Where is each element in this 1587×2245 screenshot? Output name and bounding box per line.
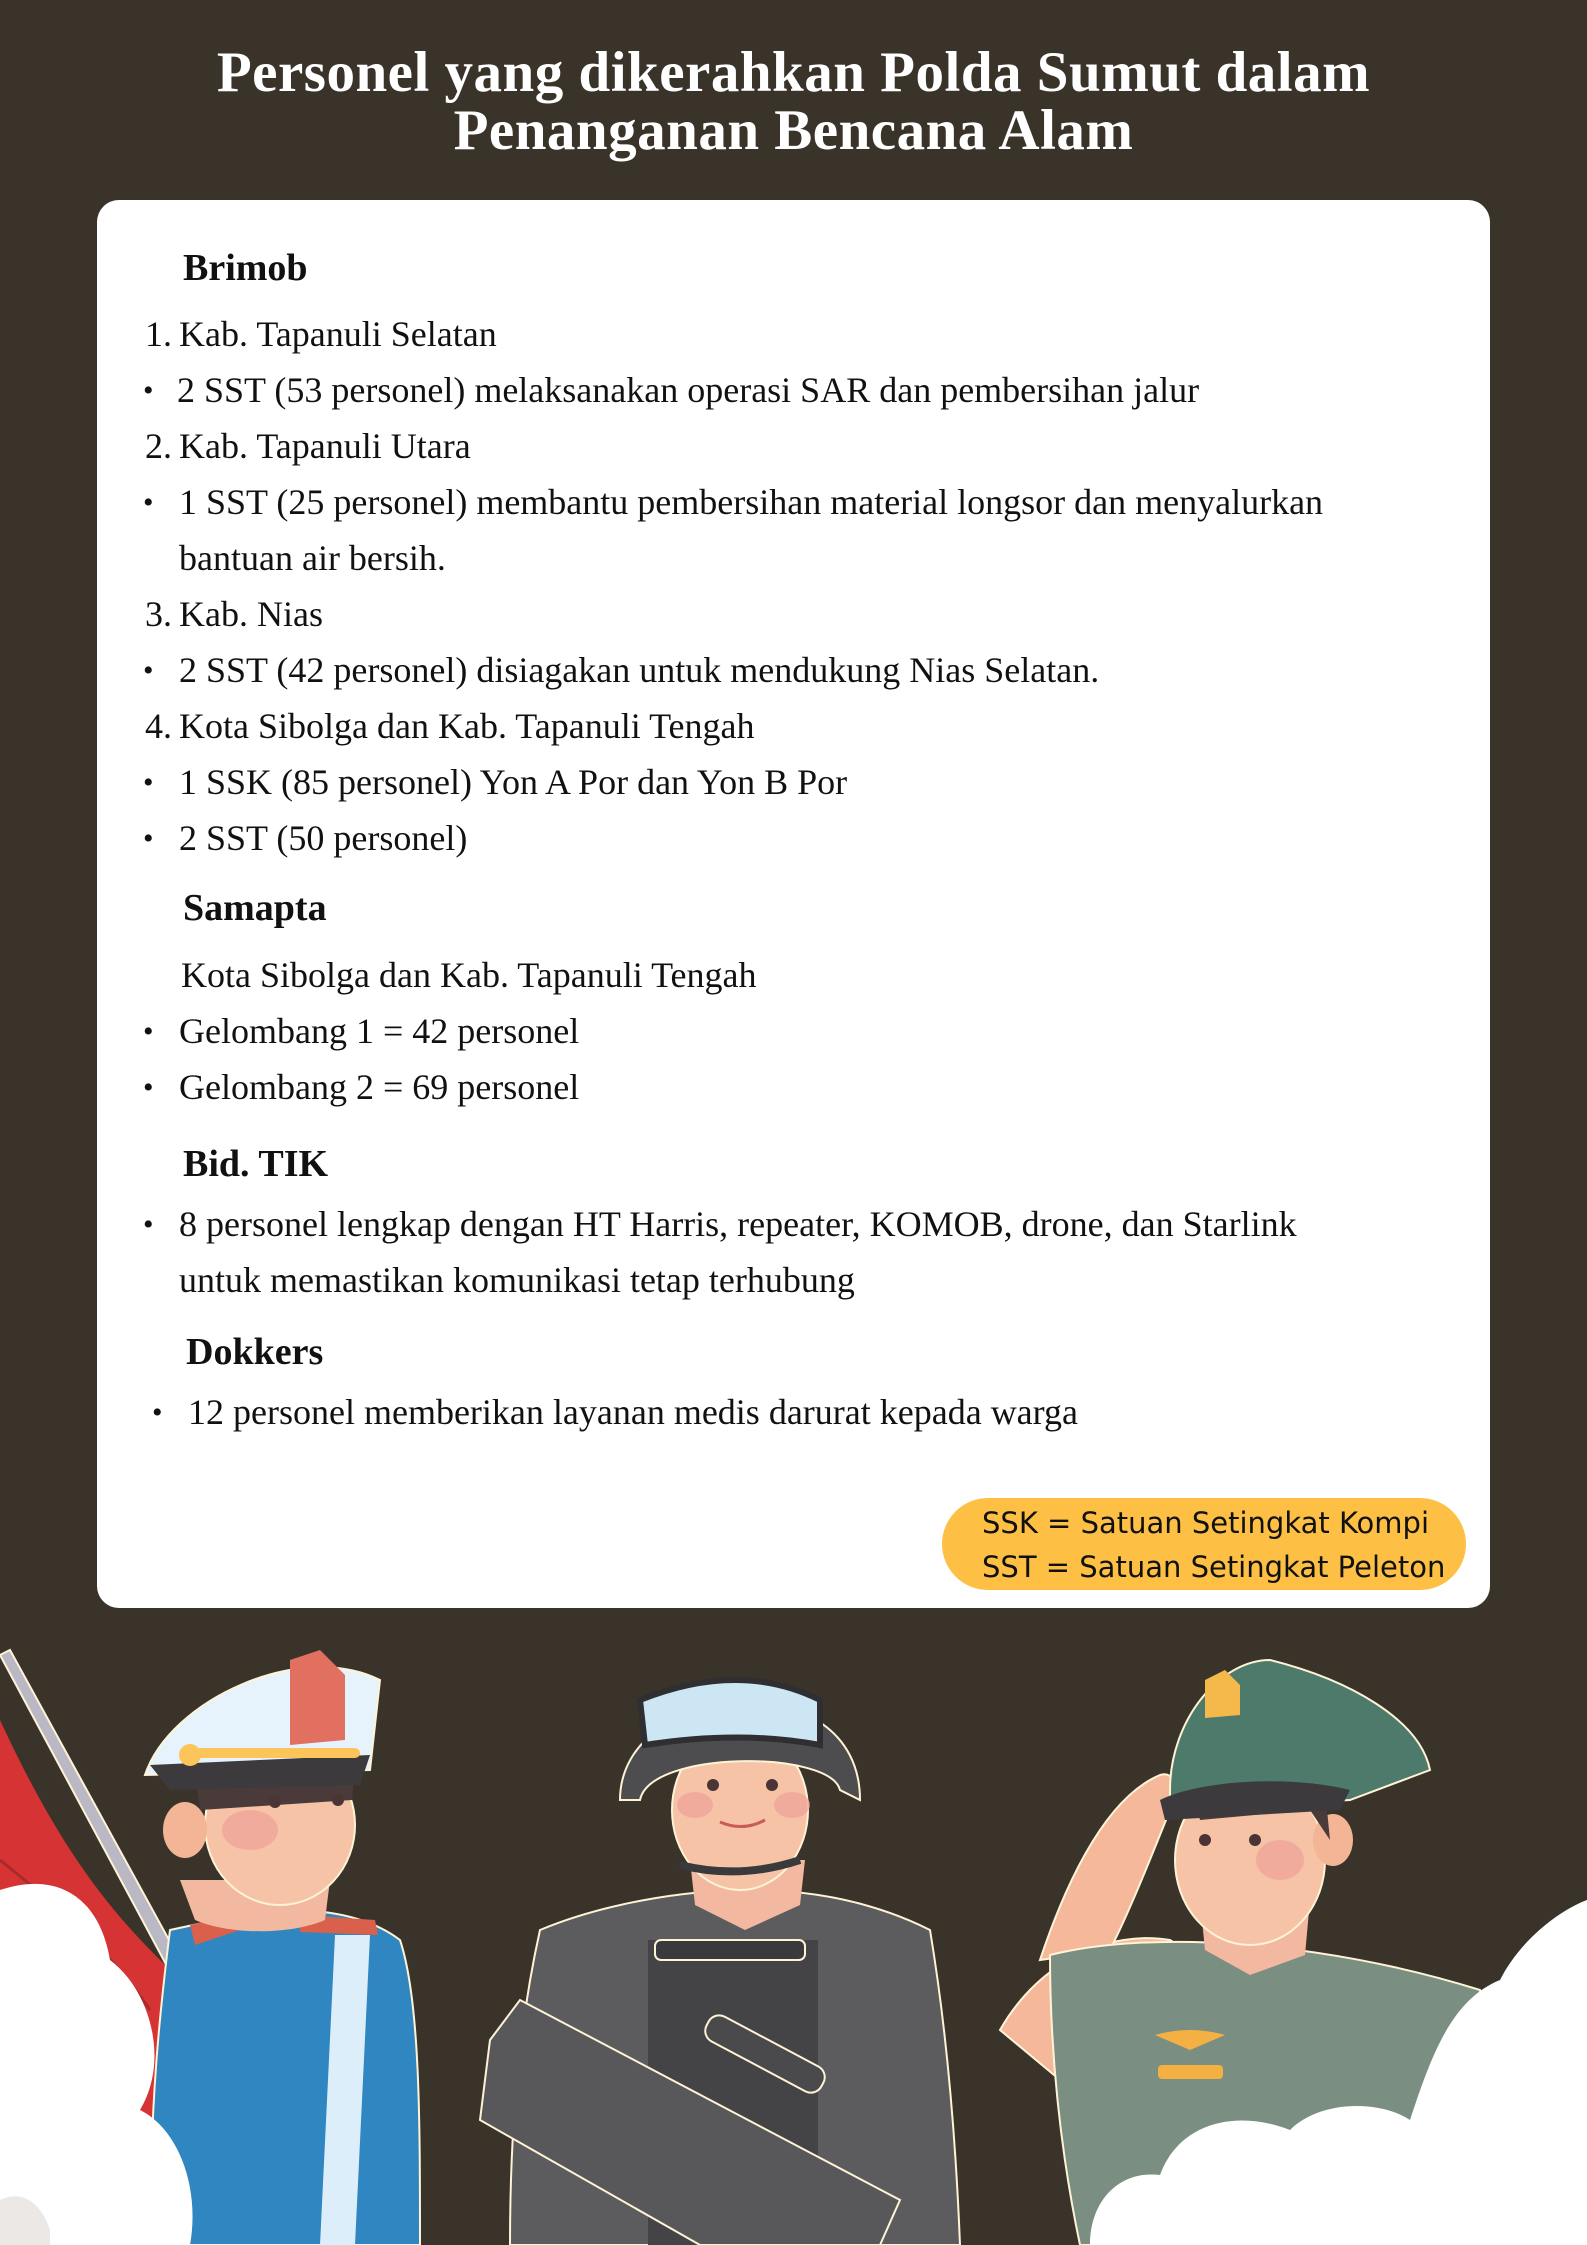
list-item: [145, 705, 755, 747]
list-item: 1 SST (25 personel) membantu pembersihan material longsor dan menyalurkan: [179, 482, 1324, 522]
bullet-icon: •: [143, 1208, 154, 1241]
officers-illustration: [0, 1620, 1587, 2245]
bullet-icon: •: [143, 1071, 154, 1104]
section-heading-tik: Bid. TIK: [183, 1143, 329, 1185]
legend-sst: SST = Satuan Setingkat Peleton: [982, 1550, 1446, 1584]
ceremonial-officer-icon: [145, 1650, 420, 2245]
bullet-icon: •: [143, 1015, 154, 1048]
content-card: [97, 200, 1490, 1608]
location-label: Kab. Tapanuli Utara: [179, 426, 471, 466]
location-label: Kab. Nias: [179, 594, 323, 634]
list-item: 8 personel lengkap dengan HT Harris, repeater, KOMOB, drone, dan Starlink: [179, 1204, 1297, 1244]
bullet-icon: •: [143, 766, 154, 799]
list-item: [145, 313, 497, 355]
list-item: [145, 593, 323, 635]
list-item: 2 SST (50 personel): [179, 818, 468, 858]
list-item: 2 SST (42 personel) disiagakan untuk mendukung Nias Selatan.: [179, 650, 1100, 690]
list-item: 12 personel memberikan layanan medis darurat kepada warga: [188, 1392, 1078, 1432]
list-item: [145, 425, 471, 467]
bullet-icon: •: [143, 654, 154, 687]
location-label: Kota Sibolga dan Kab. Tapanuli Tengah: [179, 706, 755, 746]
item-number: 4.: [145, 706, 172, 746]
list-item-continuation: untuk memastikan komunikasi tetap terhubung: [179, 1260, 855, 1300]
title-line-2: Penanganan Bencana Alam: [453, 99, 1134, 162]
bullet-icon: •: [143, 486, 154, 519]
section-heading-brimob: Brimob: [183, 247, 308, 289]
list-item: 1 SSK (85 personel) Yon A Por dan Yon B Por: [179, 762, 848, 802]
list-item: Gelombang 1 = 42 personel: [179, 1011, 580, 1051]
item-number: 3.: [145, 594, 172, 634]
page-title: [0, 41, 1587, 162]
item-number: 2.: [145, 426, 172, 466]
location-label: Kab. Tapanuli Selatan: [179, 314, 497, 354]
list-item: 2 SST (53 personel) melaksanakan operasi SAR dan pembersihan jalur: [177, 370, 1200, 410]
bullet-icon: •: [143, 822, 154, 855]
legend-ssk: SSK = Satuan Setingkat Kompi: [982, 1506, 1430, 1540]
item-number: 1.: [145, 314, 172, 354]
bullet-icon: •: [143, 374, 154, 407]
list-item-continuation: bantuan air bersih.: [179, 538, 446, 578]
location-label: Kota Sibolga dan Kab. Tapanuli Tengah: [181, 955, 757, 995]
list-item: Gelombang 2 = 69 personel: [179, 1067, 580, 1107]
abbreviation-legend: [942, 1498, 1466, 1590]
title-line-1: Personel yang dikerahkan Polda Sumut dalam: [216, 41, 1371, 104]
section-heading-dokkers: Dokkers: [186, 1331, 324, 1373]
tactical-officer-icon: [480, 1680, 960, 2245]
section-heading-samapta: Samapta: [183, 887, 327, 929]
bullet-icon: •: [152, 1396, 163, 1429]
